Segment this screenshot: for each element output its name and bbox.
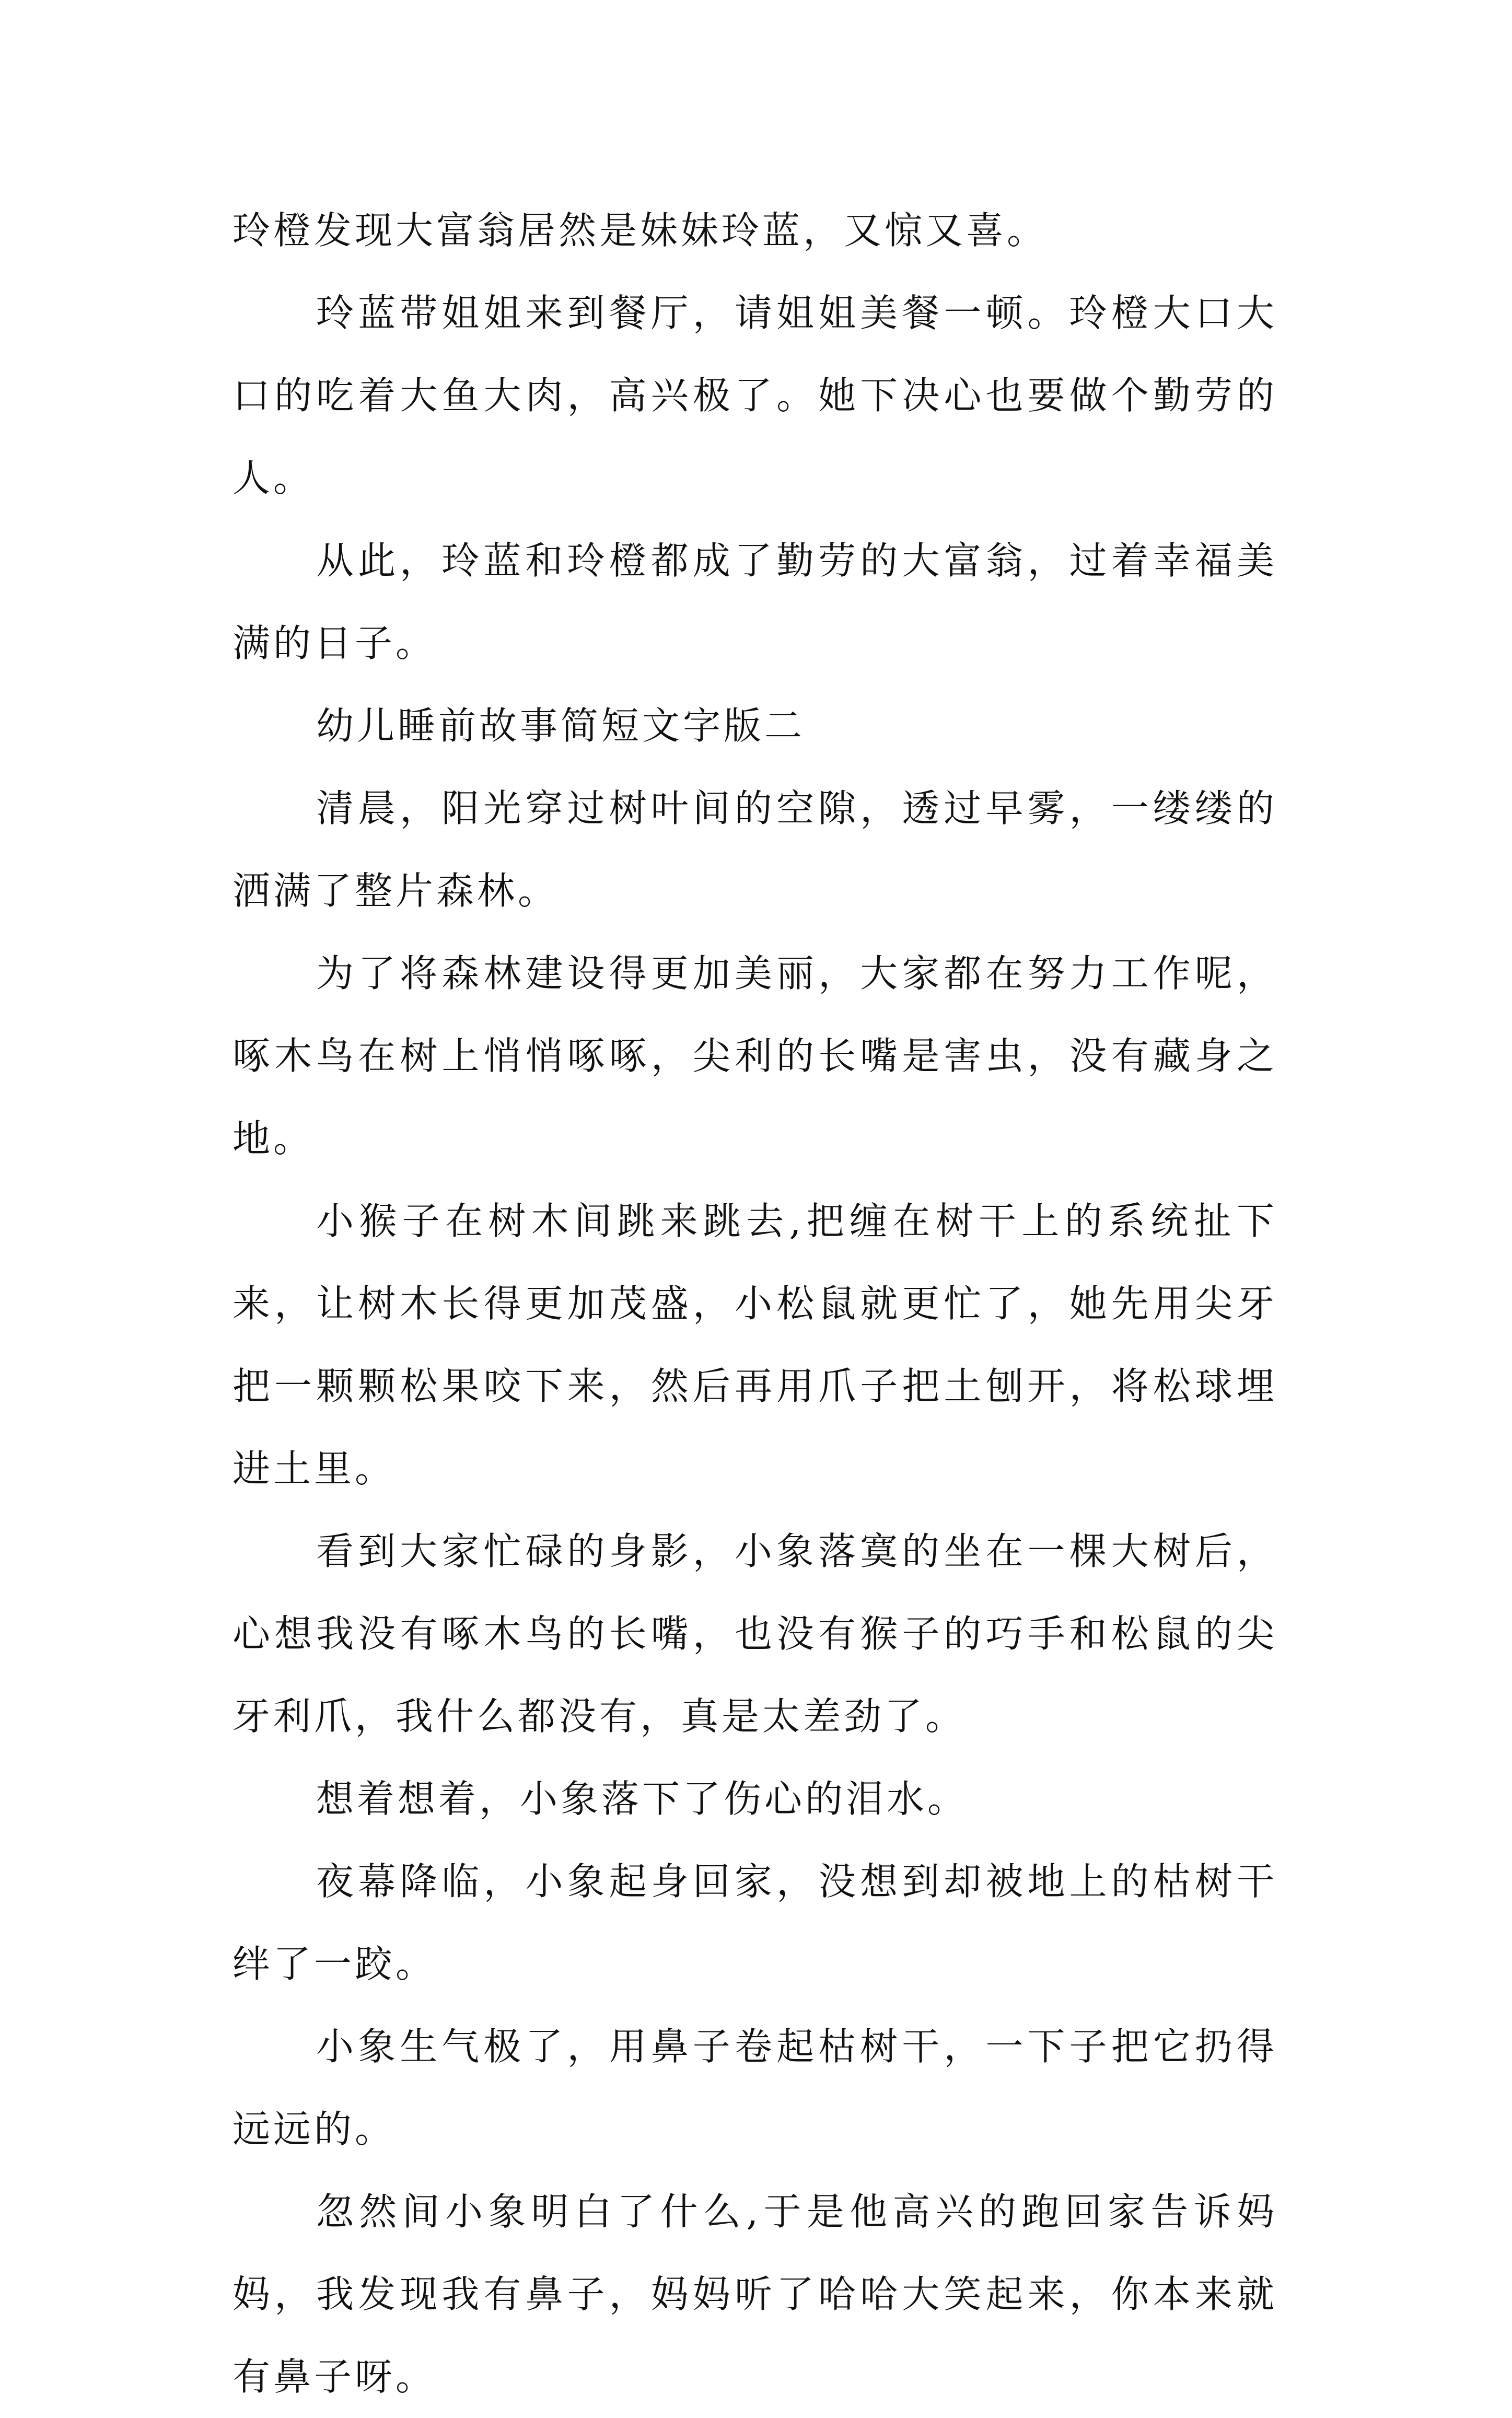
- paragraph-6: 为了将森林建设得更加美丽，大家都在努力工作呢，啄木鸟在树上悄悄啄啄，尖利的长嘴是害虫，没有藏身之地。: [232, 951, 1277, 1160]
- paragraph-9: 想着想着，小象落下了伤心的泪水。: [316, 1777, 969, 1821]
- paragraph-1: 玲橙发现大富翁居然是妹妹玲蓝，又惊又喜。: [232, 208, 1048, 252]
- paragraph-7: 小猴子在树木间跳来跳去,把缠在树干上的系统扯下来，让树木长得更加茂盛，小松鼠就更忙了，她先用尖牙把一颗颗松果咬下来，然后再用爪子把土刨开，将松球埋进土里。: [232, 1199, 1277, 1491]
- document-body: [232, 189, 1277, 2418]
- paragraph-5: 清晨，阳光穿过树叶间的空隙，透过早雾，一缕缕的洒满了整片森林。: [232, 786, 1277, 913]
- paragraph-12: 忽然间小象明白了什么,于是他高兴的跑回家告诉妈妈，我发现我有鼻子，妈妈听了哈哈大笑起来，你本来就有鼻子呀。: [232, 2190, 1277, 2399]
- paragraph-8: 看到大家忙碌的身影，小象落寞的坐在一棵大树后，心想我没有啄木鸟的长嘴，也没有猴子的巧手和松鼠的尖牙利爪，我什么都没有，真是太差劲了。: [232, 1529, 1277, 1738]
- paragraph-2: 玲蓝带姐姐来到餐厅，请姐姐美餐一顿。玲橙大口大口的吃着大鱼大肉，高兴极了。她下决心也要做个勤劳的人。: [232, 291, 1277, 500]
- section-heading: 幼儿睡前故事简短文字版二: [316, 704, 806, 748]
- paragraph-3: 从此，玲蓝和玲橙都成了勤劳的大富翁，过着幸福美满的日子。: [232, 539, 1277, 665]
- paragraph-11: 小象生气极了，用鼻子卷起枯树干，一下子把它扔得远远的。: [232, 2025, 1277, 2151]
- paragraph-10: 夜幕降临，小象起身回家，没想到却被地上的枯树干绊了一跤。: [232, 1859, 1277, 1986]
